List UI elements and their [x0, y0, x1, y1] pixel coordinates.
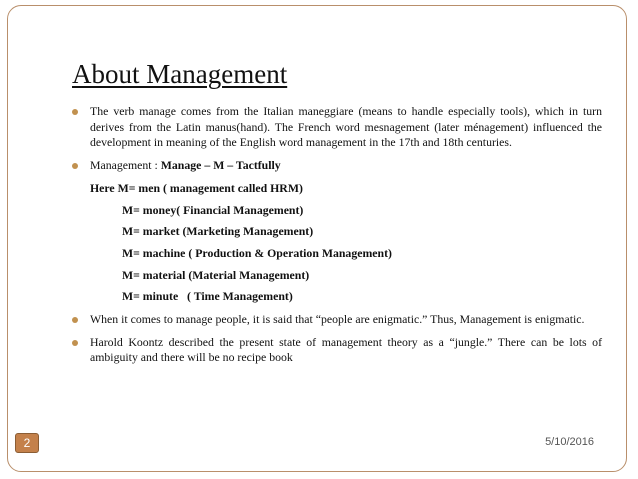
m-item-money: M= money( Financial Management)	[122, 202, 304, 217]
slide-content	[72, 104, 602, 366]
bullet-management-definition	[72, 158, 602, 174]
m-item-minute: M= minute ( Time Management)	[122, 289, 293, 304]
m-item-market: M= market (Marketing Management)	[122, 224, 314, 239]
bullet-icon	[72, 109, 78, 115]
m-item-machine: M= machine ( Production & Operation Management)	[122, 245, 392, 260]
bullet-etymology	[72, 104, 602, 151]
bullet-bold-text: Manage – M – Tactfully	[160, 158, 281, 173]
slide-number-badge: 2	[15, 433, 39, 453]
bullet-prefix: Management :	[90, 158, 161, 173]
bullet-text: When it comes to manage people, it is said that “people are enigmatic.” Thus, Management is enigmatic.	[90, 312, 585, 327]
slide-date: 5/10/2016	[545, 436, 594, 448]
bullet-text: The verb manage comes from the Italian maneggiare (means to handle especially tools), which in turn derives from the Latin manus(hand). The French word mesnagement (later ménagement) influenced the development in meaning of the English word management in the 17th and 18th centuries.	[90, 104, 602, 150]
bullet-koontz	[72, 335, 602, 366]
bullet-text: Harold Koontz described the present state of management theory as a “jungle.” There can be lots of ambiguity and there will be no recipe book	[90, 334, 602, 365]
slide-title: About Management	[72, 59, 288, 89]
bullet-enigmatic	[72, 312, 602, 328]
here-men-line: Here M= men ( management called HRM)	[90, 180, 303, 195]
bullet-icon	[72, 340, 78, 346]
m-item-material: M= material (Material Management)	[122, 267, 310, 282]
bullet-icon	[72, 317, 78, 323]
bullet-icon	[72, 163, 78, 169]
